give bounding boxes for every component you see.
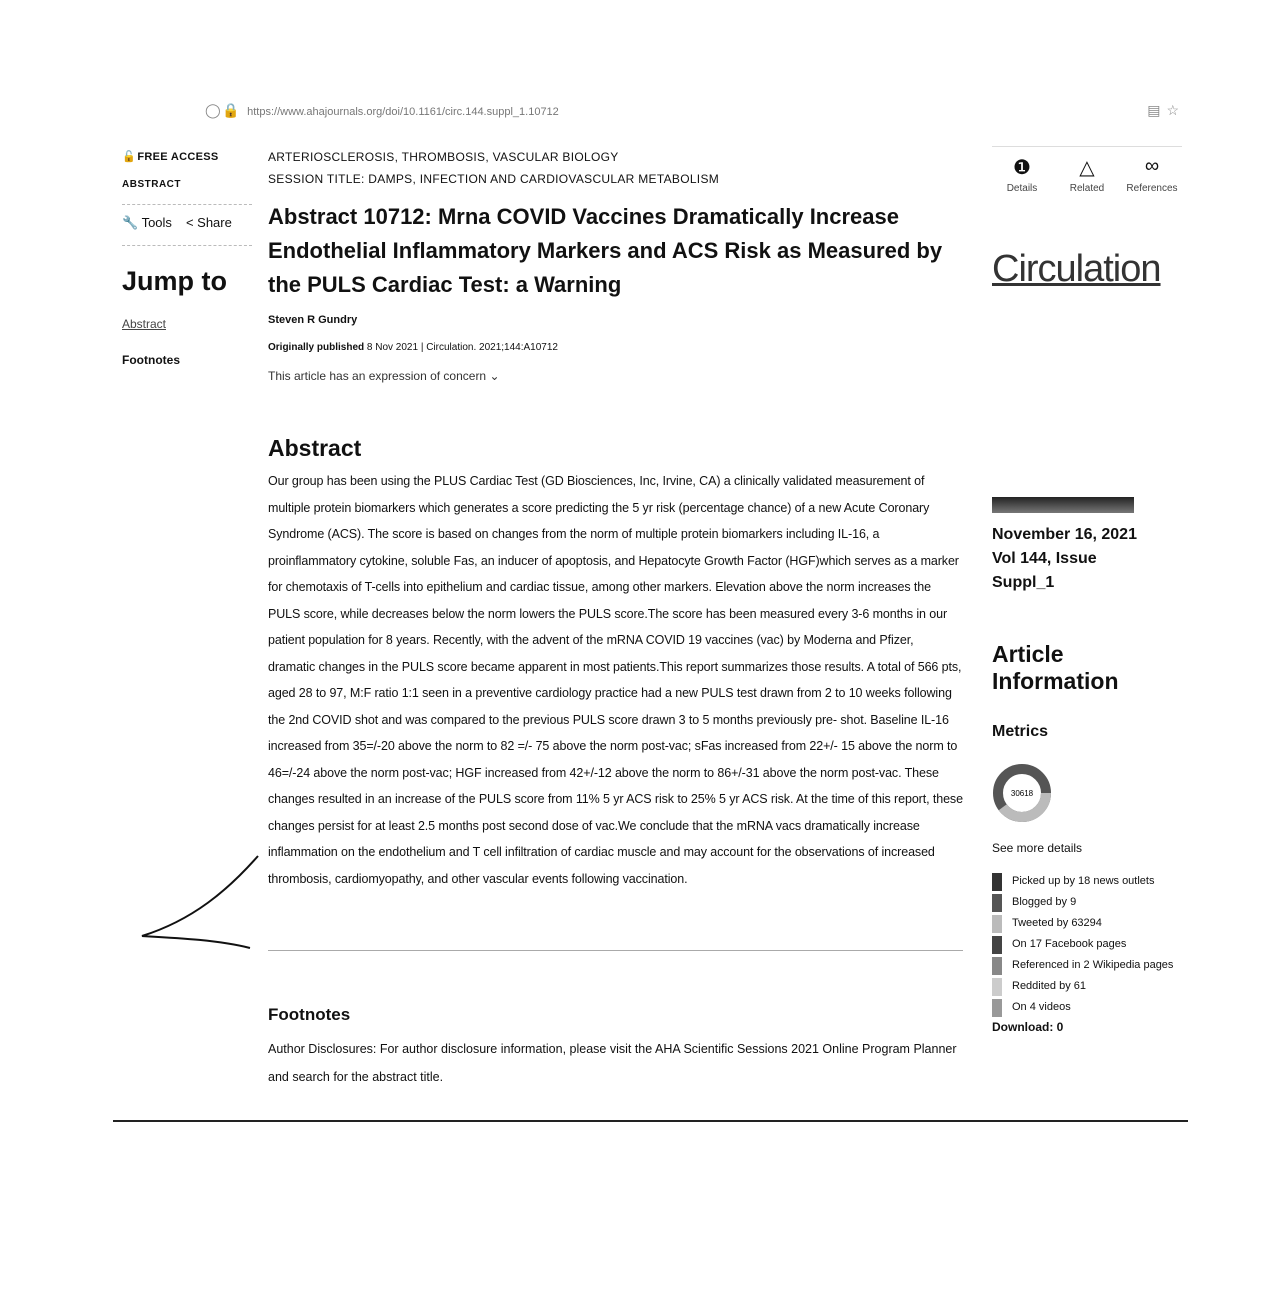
author-name[interactable]: Steven R Gundry [268,314,358,326]
issue-info[interactable]: November 16, 2021 Vol 144, Issue Suppl_1 [992,526,1137,591]
publication-info: Originally published 8 Nov 2021 | Circulation. 2021;144:A10712 [268,342,558,353]
altmetric-stats [992,871,1192,1018]
related-icon: △ [1079,157,1095,179]
article-main [268,146,968,1091]
jump-link-footnotes[interactable]: Footnotes [122,353,180,367]
right-sidebar [992,146,1192,1034]
tab-details[interactable]: ❶ Details [992,155,1052,194]
info-icon: ❶ [1013,157,1031,179]
unlock-icon: 🔓 [122,151,136,163]
divider [122,245,252,246]
stat-row[interactable]: Picked up by 18 news outlets [992,871,1192,892]
abstract-body: Our group has been using the PLUS Cardiac Test (GD Biosciences, Inc, Irvine, CA) a clinically validated measurement of multiple protein biomarkers which generates a score predicting the 5 yr risk (percentage chance) of a new Acute Coronary Syndrome (ACS). The score is based on changes from the norm of multiple protein biomarkers including IL-16, a proinflammatory cytokine, soluble Fas, an inducer of apoptosis, and Hepatocyte Growth Factor (HGF)which serves as a marker for chemotaxis of T-cells into epithelium and cardiac tissue, among other markers. Elevation above the norm increases the PULS score, while decreases below the norm lowers the PULS score.The score has been measured every 3-6 months in our patient population for 8 years. Recently, with the advent of the mRNA COVID 19 vaccines (vac) by Moderna and Pfizer, dramatic changes in the PULS score became apparent in most patients.This report summarizes those results. A total of 566 pts, aged 28 to 97, M:F ratio 1:1 seen in a preventive cardiology practice had a new PULS test drawn from 2 to 10 weeks following the 2nd COVID shot and was compared to the previous PULS score drawn 3 to 5 months previously pre- shot. Baseline IL-16 increased from 35=/-20 above the norm to 82 =/- 75 above the norm post-vac; sFas increased from 22+/- 15 above the norm to 46=/-24 above the norm post-vac; HGF increased from 42+/-12 above the norm to 86+/-31 above the norm post-vac. These changes resulted in an increase of the PULS score from 11% 5 yr ACS risk to 25% 5 yr ACS risk. At the time of this report, these changes persist for at least 2.5 months post second dose of vac.We conclude that the mRNA vacs dramatically increase inflammation on the endothelium and T cell infiltration of cardiac muscle and may account for the observations of increased thrombosis, cardiomyopathy, and other vascular events following vaccination. [268,474,963,886]
lock-icon: 🔒 [222,102,240,118]
stat-swatch [992,936,1002,954]
bookmark-star-icon[interactable]: ☆ [1166,102,1185,118]
article-information-heading: Article Information [992,641,1119,694]
section-divider [268,950,963,951]
jump-link-abstract[interactable]: Abstract [122,317,167,331]
stat-row[interactable]: On 17 Facebook pages [992,934,1192,955]
article-title: Abstract 10712: Mrna COVID Vaccines Dramatically Increase Endothelial Inflammatory Markers and ACS Risk as Measured by the PULS Cardiac Test: a Warning [268,204,943,297]
session-title: SESSION TITLE: DAMPS, INFECTION AND CARDIOVASCULAR METABOLISM [268,172,720,186]
stat-swatch [992,978,1002,996]
jump-to-heading: Jump to [122,266,227,296]
divider [122,204,252,205]
stat-row[interactable]: Referenced in 2 Wikipedia pages [992,955,1192,976]
share-button[interactable]: < Share [185,215,232,230]
stat-swatch [992,894,1002,912]
free-access-badge: 🔓 FREE ACCESS [122,151,219,163]
wrench-icon: 🔧 [122,215,139,230]
scan-bottom-line [113,1120,1188,1122]
stat-row[interactable]: Tweeted by 63294 [992,913,1192,934]
handwritten-mark [138,850,268,960]
tools-share-row [122,215,252,231]
stat-row[interactable]: On 4 videos [992,997,1192,1018]
tab-related[interactable]: △ Related [1057,155,1117,194]
altmetric-donut[interactable] [992,763,1052,823]
footnotes-text: Author Disclosures: For author disclosure information, please visit the AHA Scientific Sessions 2021 Online Program Planner and search for the abstract title. [268,1042,957,1084]
left-sidebar [122,150,252,367]
reader-view-icon[interactable]: ▤ [1147,102,1167,118]
address-bar[interactable] [205,102,1185,126]
tools-button[interactable]: 🔧 Tools [122,215,172,230]
abstract-heading: Abstract [268,435,362,461]
article-tabs [992,146,1182,194]
stat-swatch [992,915,1002,933]
expression-of-concern-toggle[interactable]: This article has an expression of concern ⌄ [268,369,500,383]
share-icon: < [185,215,194,230]
stat-swatch [992,873,1002,891]
journal-logo[interactable]: Circulation [992,248,1161,290]
stat-swatch [992,999,1002,1017]
metrics-heading: Metrics [992,723,1049,740]
stat-row[interactable]: Blogged by 9 [992,892,1192,913]
footnotes-heading: Footnotes [268,1005,351,1024]
stat-swatch [992,957,1002,975]
stat-row[interactable]: Reddited by 61 [992,976,1192,997]
article-category: ARTERIOSCLEROSIS, THROMBOSIS, VASCULAR BIOLOGY [268,150,619,164]
shield-icon: ◯ [205,102,221,118]
chevron-down-icon: ⌄ [489,369,500,383]
article-type-label: ABSTRACT [122,179,181,190]
issue-cover-image[interactable] [992,497,1134,513]
link-icon: ∞ [1144,155,1160,177]
url-text[interactable]: https://www.ahajournals.org/doi/10.1161/circ.144.suppl_1.10712 [247,106,559,118]
download-count: Download: 0 [992,1020,1064,1034]
tab-references[interactable]: ∞ References [1122,155,1182,194]
altmetric-score: 30618 [1010,789,1034,798]
see-more-details-link[interactable]: See more details [992,841,1083,855]
